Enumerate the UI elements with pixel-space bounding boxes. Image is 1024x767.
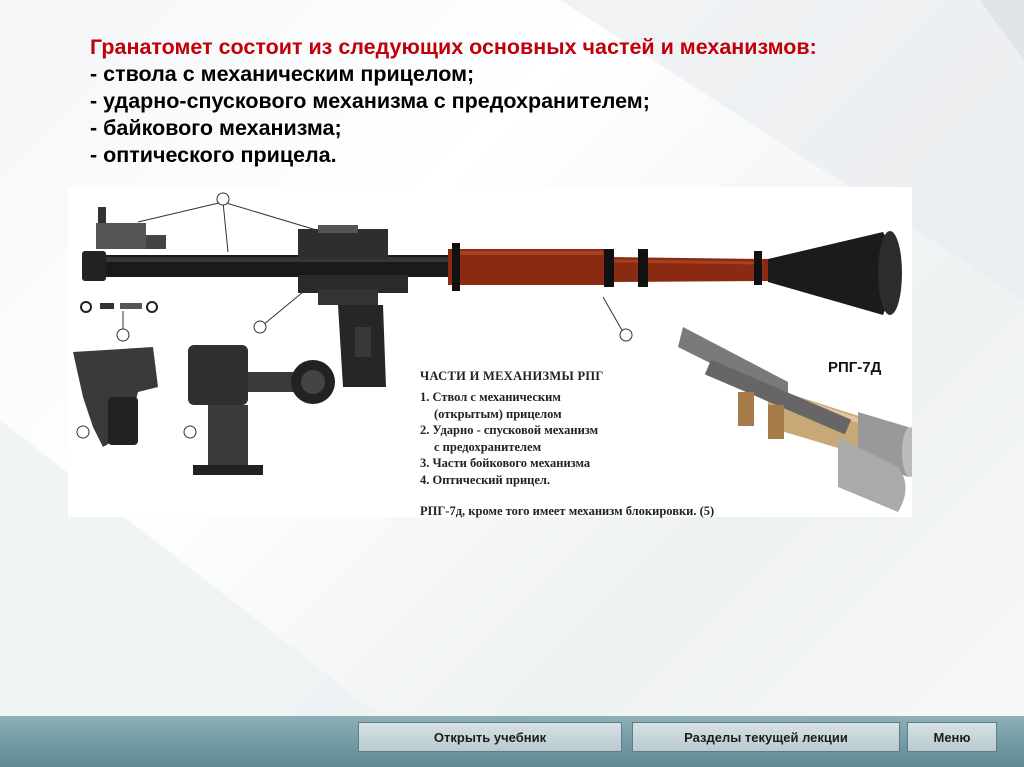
heading-item: - ударно-спускового механизма с предохранителем; [90, 89, 650, 113]
heading-item: - ствола с механическим прицелом; [90, 62, 475, 86]
callout-marker [217, 193, 229, 205]
parts-list [420, 389, 740, 488]
parts-title: ЧАСТИ И МЕХАНИЗМЫ РПГ [420, 369, 604, 383]
parts-note: РПГ-7д, кроме того имеет механизм блокировки. (5) [420, 504, 715, 518]
heading-item: - оптического прицела. [90, 143, 337, 167]
rpg7d-label: РПГ-7Д [828, 359, 882, 376]
parts-item: с предохранителем [434, 439, 542, 454]
parts-item: (открытым) прицелом [434, 406, 562, 421]
exhaust-venturi [768, 232, 893, 315]
parts-item: 3. Части бойкового механизма [420, 456, 591, 470]
footer-bar [0, 716, 1024, 767]
parts-item: 2. Ударно - спусковой механизм [420, 423, 599, 437]
open-textbook-button[interactable]: Открыть учебник [358, 722, 622, 752]
parts-item: 1. Ствол с механическим [420, 390, 561, 404]
heading-title: Гранатомет состоит из следующих основных частей и механизмов: [90, 35, 817, 59]
heading-item: - байкового механизма; [90, 116, 342, 140]
parts-item: 4. Оптический прицел. [420, 472, 551, 487]
slide-heading [90, 34, 970, 169]
rpg-illustration [68, 187, 912, 517]
optical-sight [188, 345, 248, 405]
lecture-sections-button[interactable]: Разделы текущей лекции [632, 722, 900, 752]
menu-button[interactable]: Меню [907, 722, 997, 752]
